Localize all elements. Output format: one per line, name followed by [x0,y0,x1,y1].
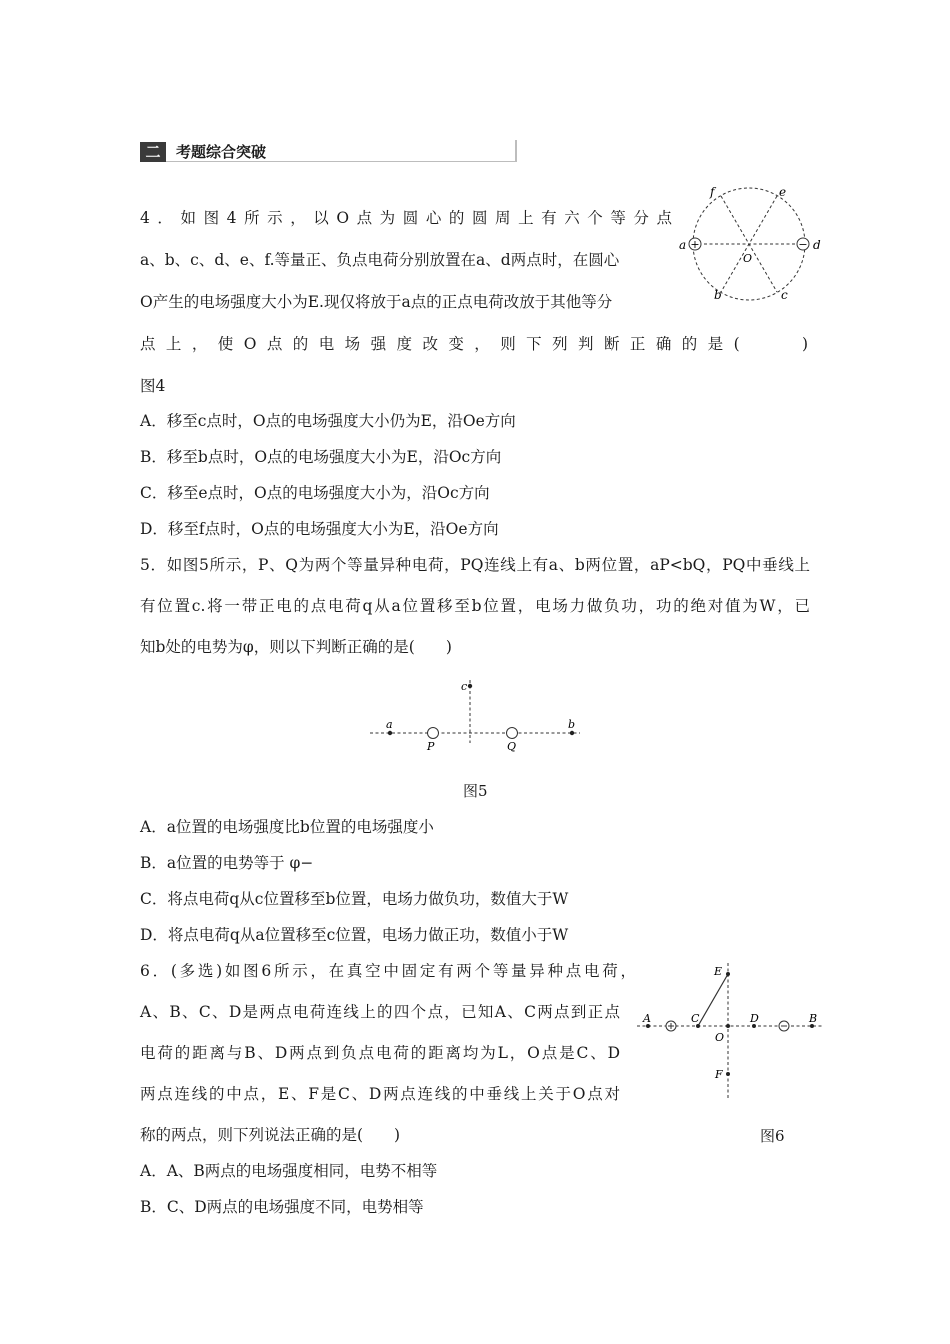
q5-line-3: 知b处的电势为φ，则以下判断正确的是( ) [140,638,452,656]
fig4-label-f: f [710,185,715,199]
fig4-label-e: e [779,185,787,199]
q4-fig-label: 图4 [140,377,166,395]
section-tick [515,140,517,162]
figure-4 [675,178,830,308]
q6-line-5: 称的两点，则下列说法正确的是( ) [140,1126,401,1144]
q6-option-b: B．C、D两点的电场强度不同，电势相等 [140,1198,424,1216]
fig6-label-a: A [643,1012,651,1025]
q5-option-c: C．将点电荷q从c位置移至b位置，电场力做负功，数值大于W [140,890,569,908]
section-rule [166,161,516,162]
fig5-charge-q [507,728,518,739]
fig4-label-c: c [781,288,788,302]
fig5-label-q: Q [507,740,517,753]
fig5-label-b: b [568,718,576,731]
fig6-line-ce [698,974,728,1026]
fig4-label-o: O [743,252,753,265]
fig6-label-d: D [750,1012,759,1025]
fig6-point-e [726,972,730,976]
q5-fig-label: 图5 [463,782,488,800]
fig5-charge-p [428,728,439,739]
q4-line-1: 4．如图4所示，以O点为圆心的圆周上有六个等分点 [140,209,672,227]
q5-line-1: 5．如图5所示，P、Q为两个等量异种电荷，PQ连线上有a、b两位置，aP<bQ，PQ中垂线上 [140,556,810,574]
q4-option-b: B．移至b点时，O点的电场强度大小为E，沿Oc方向 [140,448,502,466]
q4-line-2: a、b、c、d、e、f.等量正、负点电荷分别放置在a、d两点时，在圆心 [140,251,620,269]
q4-option-c: C．移至e点时，O点的电场强度大小为，沿Oc方向 [140,484,490,502]
fig4-label-a: a [679,238,687,252]
q5-option-a: A．a位置的电场强度比b位置的电场强度小 [140,818,434,836]
fig6-label-f: F [715,1068,723,1081]
fig6-label-e: E [714,965,723,978]
fig5-point-b [570,731,574,735]
fig5-label-c: c [461,680,468,693]
q4-line-3: O产生的电场强度大小为E.现仅将放于a点的正点电荷改放于其他等分 [140,293,613,311]
q4-line-4: 点上，使O点的电场强度改变，则下列判断正确的是( ) [140,335,808,353]
fig6-point-f [726,1072,730,1076]
fig4-label-b: b [714,288,722,302]
figure-6 [632,958,827,1108]
section-title: 考题综合突破 [176,143,267,161]
q4-option-a: A．移至c点时，O点的电场强度大小仍为E，沿Oe方向 [140,412,516,430]
q6-fig-label: 图6 [760,1127,785,1145]
section-number: 二 [140,142,166,162]
q6-line-1: 6．(多选)如图6所示，在真空中固定有两个等量异种点电荷， [140,962,636,980]
fig6-label-o: O [715,1031,725,1044]
q5-option-d: D．将点电荷q从a位置移至c位置，电场力做正功，数值小于W [140,926,569,944]
fig5-label-a: a [386,718,393,731]
q5-line-2: 有位置c.将一带正电的点电荷q从a位置移至b位置，电场力做负功，功的绝对值为W，已 [140,597,810,615]
q6-line-4: 两点连线的中点，E、F是C、D两点连线的中垂线上关于O点对 [140,1085,620,1103]
fig4-label-d: d [813,238,821,252]
q6-line-2: A、B、C、D是两点电荷连线上的四个点，已知A、C两点到正点 [140,1003,620,1021]
fig4-plus: + [690,238,700,251]
fig4-minus: − [798,238,808,251]
figure-5 [365,675,585,755]
fig6-label-b: B [809,1012,818,1025]
fig6-label-c: C [691,1012,700,1025]
q6-option-a: A．A、B两点的电场强度相同，电势不相等 [140,1162,438,1180]
fig5-point-a [388,731,392,735]
fig6-point-o [726,1024,730,1028]
fig5-label-p: P [427,740,435,753]
section-header [140,140,518,162]
q5-option-b: B．a位置的电势等于 φ− [140,854,314,872]
q6-line-3: 电荷的距离与B、D两点到负点电荷的距离均为L，O点是C、D [140,1044,620,1062]
q4-option-d: D．移至f点时，O点的电场强度大小为E，沿Oe方向 [140,520,499,538]
fig5-point-c [468,684,472,688]
